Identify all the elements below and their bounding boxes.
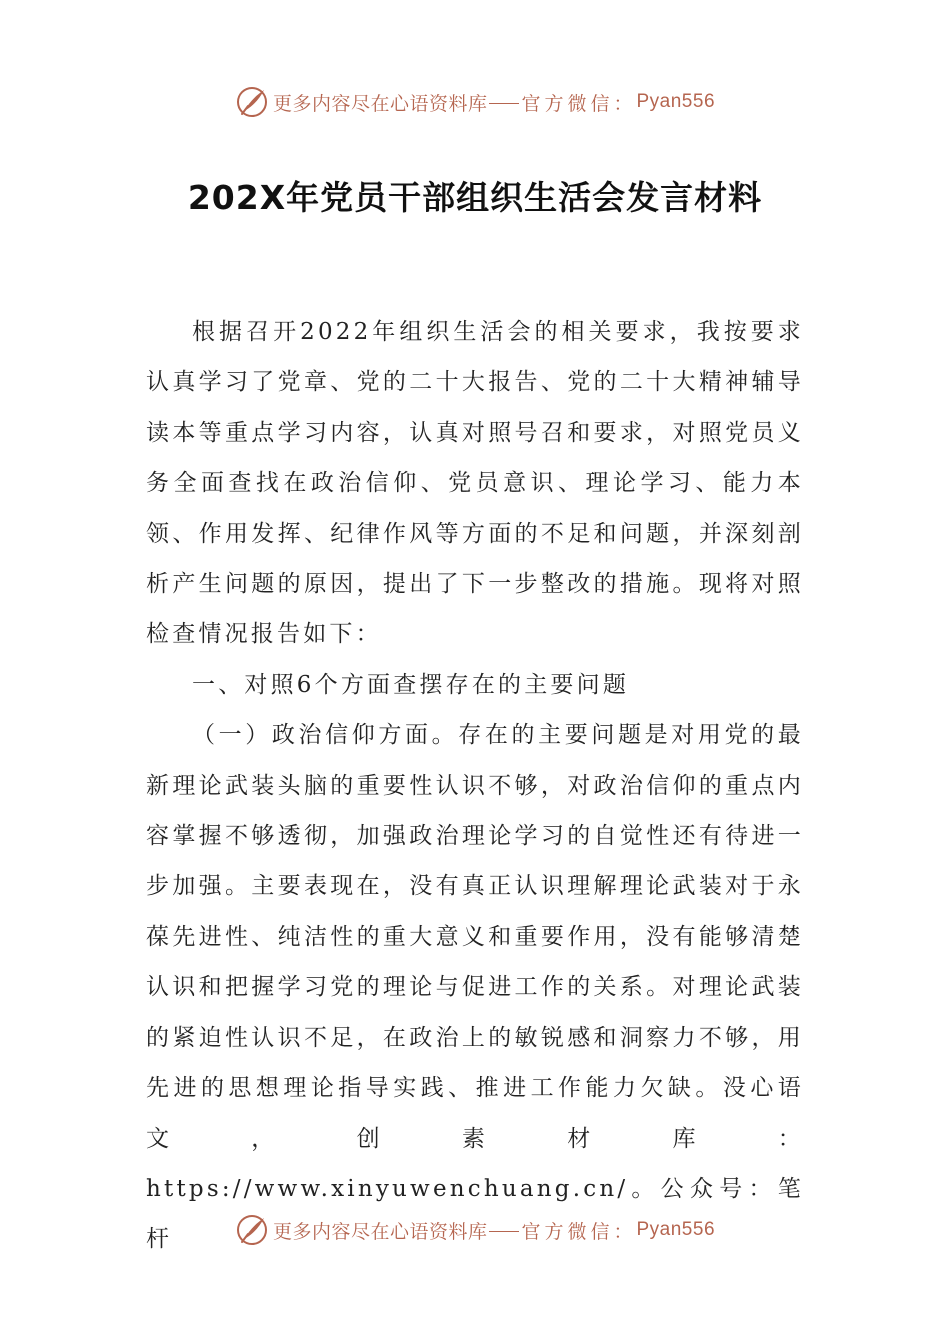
- watermark-wechat-label: 官方微信：: [521, 1220, 637, 1243]
- watermark-brand: 更多内容尽在心语资料库: [272, 1220, 488, 1243]
- intro-paragraph: 根据召开2022年组织生活会的相关要求，我按要求认真学习了党章、党的二十大报告、党的二十大精神辅导读本等重点学习内容，认真对照号召和要求，对照党员义务全面查找在政治信仰、党员意识、理论学习、能力本领、作用发挥、纪律作风等方面的不足和问题，并深刻剖析产生问题的原因，提出了下一步整改的措施。现将对照检查情况报告如下：: [146, 319, 804, 648]
- watermark-dash: [489, 103, 519, 104]
- watermark-wechat-id: Pyan556: [636, 1219, 716, 1240]
- watermark-brand: 更多内容尽在心语资料库: [272, 92, 488, 115]
- watermark-dash: [489, 1231, 519, 1232]
- document-body: [146, 307, 804, 1265]
- watermark-wechat-id: Pyan556: [636, 91, 716, 112]
- watermark-footer: [0, 1210, 950, 1250]
- section-heading: 一、对照6个方面查摆存在的主要问题: [192, 671, 630, 698]
- quill-logo-icon: [235, 85, 269, 119]
- body-paragraph: （一）政治信仰方面。存在的主要问题是对用党的最新理论武装头脑的重要性认识不够，对政治信仰的重点内容掌握不够透彻，加强政治理论学习的自觉性还有待进一步加强。主要表现在，没有真正认识理解理论武装对于永葆先进性、纯洁性的重大意义和重要作用，没有能够清楚认识和把握学习党的理论与促进工作的关系。对理论武装的紧迫性认识不足，在政治上的敏锐感和洞察力不够，用先进的思想理论指导实践、推进工作能力欠缺。没心语文，创素材库：https://www.xinyuwenchuang.cn/。公众号：笔杆: [146, 722, 804, 1253]
- document-title: 202X年党员干部组织生活会发言材料: [187, 178, 763, 217]
- watermark-header: [0, 82, 950, 122]
- watermark-wechat-label: 官方微信：: [521, 92, 637, 115]
- quill-logo-icon: [235, 1213, 269, 1247]
